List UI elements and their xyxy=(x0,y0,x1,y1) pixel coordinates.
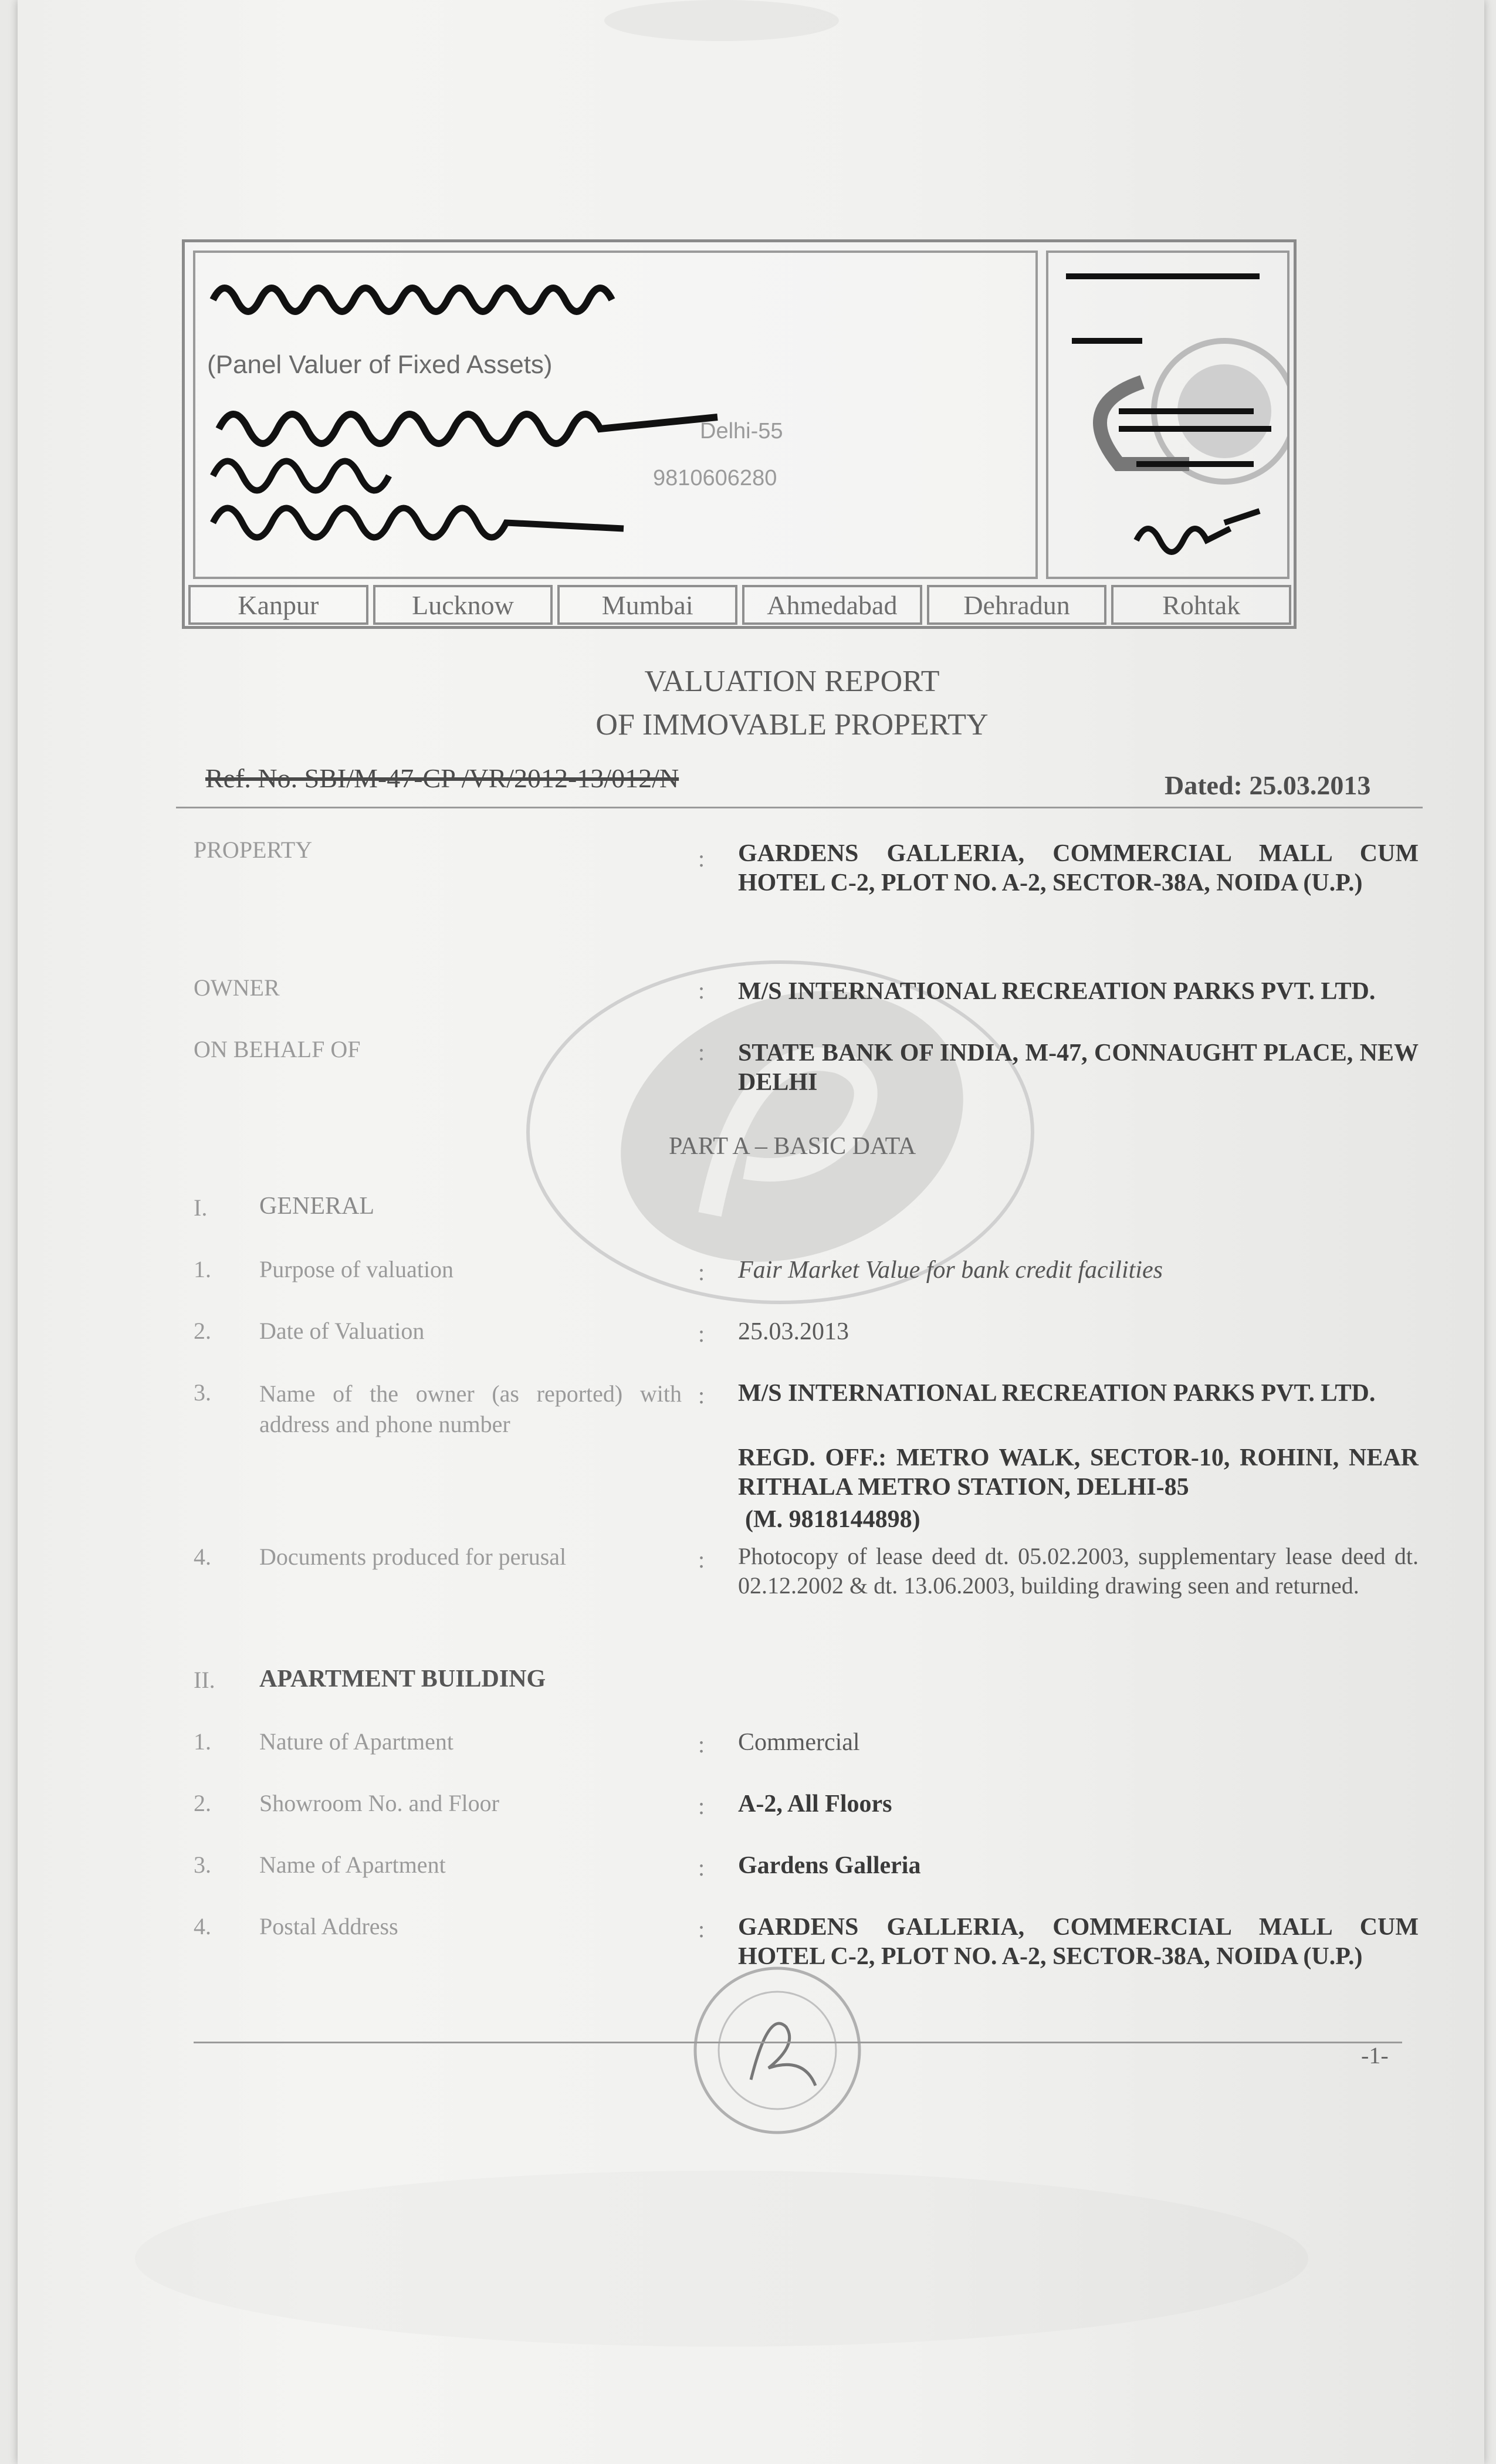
letterhead-certification-block xyxy=(1046,251,1289,579)
nature-label: Nature of Apartment xyxy=(259,1728,453,1755)
nature-value: Commercial xyxy=(738,1729,860,1756)
apartment-item-2-number: 2. xyxy=(194,1790,211,1816)
branch-dehradun: Dehradun xyxy=(927,585,1107,625)
general-item-2-number: 2. xyxy=(194,1318,211,1344)
branch-mumbai: Mumbai xyxy=(557,585,737,625)
date-of-valuation-label: Date of Valuation xyxy=(259,1318,425,1344)
apartment-item-4-number: 4. xyxy=(194,1913,211,1940)
documents-colon: : xyxy=(698,1546,705,1573)
round-stamp-signature xyxy=(681,1962,880,2138)
showroom-value: A-2, All Floors xyxy=(738,1791,892,1817)
general-item-1-number: 1. xyxy=(194,1256,211,1282)
part-a-heading: PART A – BASIC DATA xyxy=(669,1133,916,1160)
report-title-line1: VALUATION REPORT xyxy=(644,665,940,698)
general-item-4-number: 4. xyxy=(194,1544,211,1570)
property-label: PROPERTY xyxy=(194,837,313,863)
documents-value: Photocopy of lease deed dt. 05.02.2003, supplementary lease deed dt. 02.12.2002 & dt. 13.06.2003, building drawing seen and returned. xyxy=(738,1543,1419,1599)
svg-text:9810606280: 9810606280 xyxy=(653,466,777,490)
apartment-name-colon: : xyxy=(698,1854,705,1881)
postal-address-colon: : xyxy=(698,1916,705,1942)
reference-number: Ref. No. SBI/M-47-CP /VR/2012-13/012/N xyxy=(205,763,679,793)
purpose-colon: : xyxy=(698,1259,705,1285)
report-title xyxy=(469,660,1115,747)
panel-valuer-subtitle: (Panel Valuer of Fixed Assets) xyxy=(207,350,553,379)
documents-label: Documents produced for perusal xyxy=(259,1544,567,1570)
iso-certification-logo xyxy=(1048,253,1289,579)
apartment-name-value: Gardens Galleria xyxy=(738,1852,921,1879)
postal-address-label: Postal Address xyxy=(259,1913,398,1940)
section-general-heading: GENERAL xyxy=(259,1193,374,1220)
section-apartment-number: II. xyxy=(194,1667,215,1693)
showroom-label: Showroom No. and Floor xyxy=(259,1790,499,1816)
report-title-line2: OF IMMOVABLE PROPERTY xyxy=(595,708,989,742)
owner-details-colon: : xyxy=(698,1382,705,1409)
branch-rohtak: Rohtak xyxy=(1111,585,1291,625)
date-of-valuation-value: 25.03.2013 xyxy=(738,1318,849,1345)
branch-row xyxy=(188,585,1291,625)
owner-details-phone: (M. 9818144898) xyxy=(745,1506,920,1533)
letterhead xyxy=(182,239,1297,629)
owner-details-address: REGD. OFF.: METRO WALK, SECTOR-10, ROHINI, NEAR RITHALA METRO STATION, DELHI-85 xyxy=(738,1444,1419,1501)
page-number: -1- xyxy=(1361,2042,1389,2069)
date-of-valuation-colon: : xyxy=(698,1321,705,1347)
purpose-value: Fair Market Value for bank credit facilities xyxy=(738,1257,1163,1284)
property-value: GARDENS GALLERIA, COMMERCIAL MALL CUM HOTEL C-2, PLOT NO. A-2, SECTOR-38A, NOIDA (U.P.) xyxy=(738,840,1419,896)
property-colon: : xyxy=(698,845,705,872)
postal-address-value: GARDENS GALLERIA, COMMERCIAL MALL CUM HOTEL C-2, PLOT NO. A-2, SECTOR-38A, NOIDA (U.P.) xyxy=(738,1914,1419,1970)
owner-label: OWNER xyxy=(194,974,280,1001)
divider-top xyxy=(176,807,1423,808)
owner-details-label: Name of the owner (as reported) with address and phone number xyxy=(259,1380,682,1437)
apartment-name-label: Name of Apartment xyxy=(259,1852,446,1878)
branch-lucknow: Lucknow xyxy=(373,585,553,625)
letterhead-company-block xyxy=(193,251,1038,579)
nature-colon: : xyxy=(698,1731,705,1758)
svg-text:Delhi-55: Delhi-55 xyxy=(700,419,783,444)
branch-ahmedabad: Ahmedabad xyxy=(742,585,922,625)
section-apartment-heading: APARTMENT BUILDING xyxy=(259,1666,546,1693)
on-behalf-of-colon: : xyxy=(698,1039,705,1065)
section-general-number: I. xyxy=(194,1194,208,1221)
apartment-item-1-number: 1. xyxy=(194,1728,211,1755)
owner-colon: : xyxy=(698,977,705,1004)
purpose-label: Purpose of valuation xyxy=(259,1256,454,1282)
on-behalf-of-value: STATE BANK OF INDIA, M-47, CONNAUGHT PLACE, NEW DELHI xyxy=(738,1040,1419,1096)
branch-kanpur: Kanpur xyxy=(188,585,368,625)
showroom-colon: : xyxy=(698,1793,705,1819)
divider-bottom xyxy=(194,2042,1402,2043)
report-date: Dated: 25.03.2013 xyxy=(1165,770,1371,800)
redaction-scribble xyxy=(195,253,1040,581)
general-item-3-number: 3. xyxy=(194,1379,211,1406)
owner-value: M/S INTERNATIONAL RECREATION PARKS PVT. LTD. xyxy=(738,978,1376,1005)
on-behalf-of-label: ON BEHALF OF xyxy=(194,1036,361,1062)
apartment-item-3-number: 3. xyxy=(194,1852,211,1878)
owner-details-name: M/S INTERNATIONAL RECREATION PARKS PVT. LTD. xyxy=(738,1380,1376,1407)
